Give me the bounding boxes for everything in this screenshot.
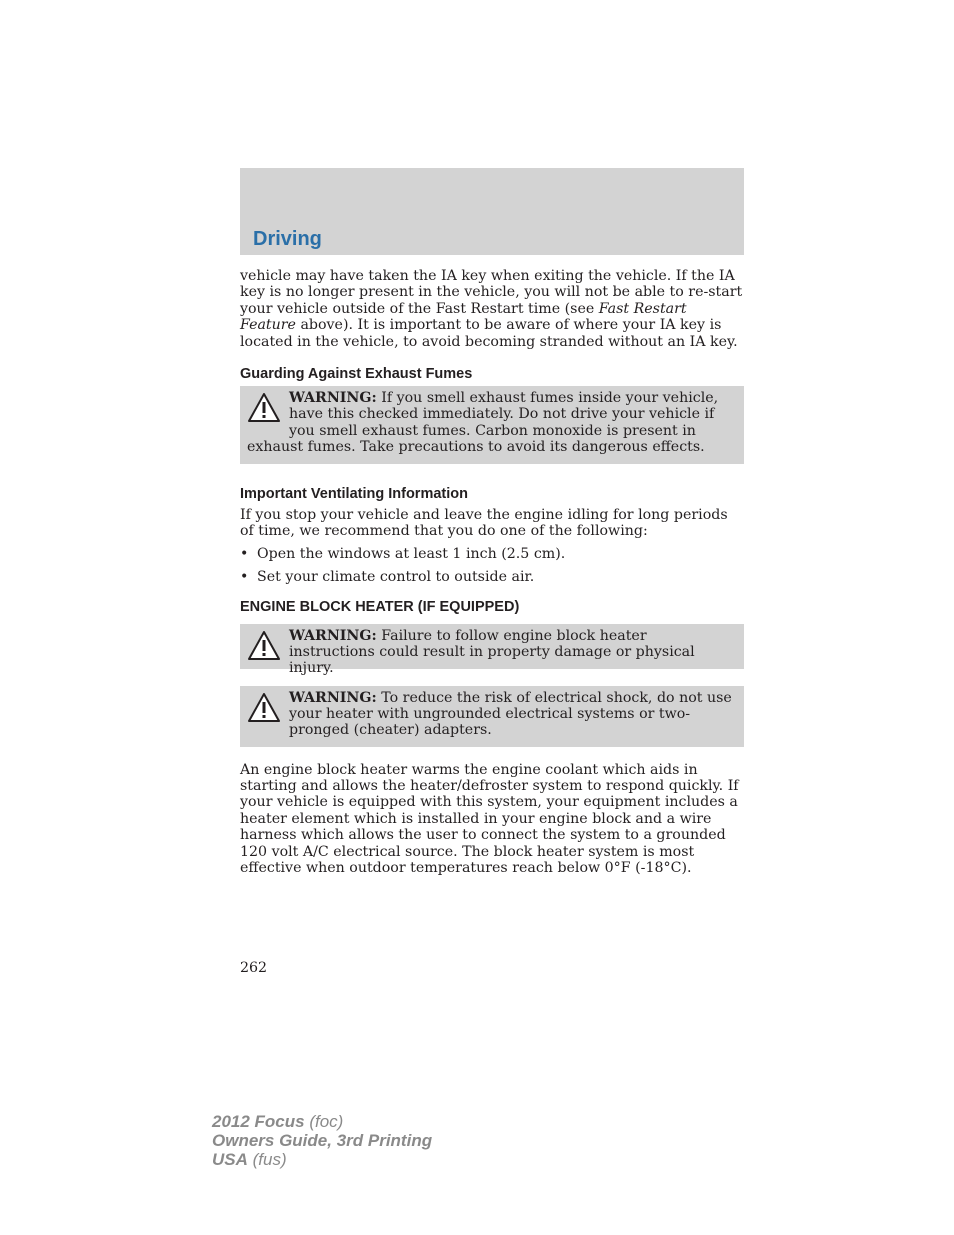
list-item-text: Open the windows at least 1 inch (2.5 cm). bbox=[257, 545, 566, 562]
page-content bbox=[240, 268, 744, 877]
footer-line-1 bbox=[212, 1112, 432, 1131]
exhaust-warning bbox=[240, 386, 744, 464]
warning-triangle-icon bbox=[247, 392, 281, 424]
footer-guide: Owners Guide, 3rd Printing bbox=[212, 1131, 433, 1150]
section-title: Driving bbox=[253, 228, 322, 250]
footer-model: 2012 Focus bbox=[212, 1112, 305, 1131]
footer-line-3 bbox=[212, 1150, 432, 1169]
footer-line-2 bbox=[212, 1131, 432, 1150]
ventilating-list bbox=[240, 546, 744, 586]
block-heater-warning-2 bbox=[240, 686, 744, 747]
page-number: 262 bbox=[240, 960, 268, 976]
block-heater-paragraph: An engine block heater warms the engine coolant which aids in starting and allows the heater/defroster system to respond quickly. If your vehicle is equipped with this system, your equipment includes a heater element which is installed in your engine block and a wire harness which allows the user to connect the system to a grounded 120 volt A/C electrical source. The block heater system is most effective when outdoor temperatures reach below 0°F (-18°C). bbox=[240, 761, 739, 877]
intro-paragraph bbox=[240, 268, 744, 350]
bullet: • bbox=[240, 545, 249, 562]
intro-italic-ref: Fast Restart Feature bbox=[240, 300, 687, 334]
bullet: • bbox=[240, 569, 249, 586]
warning-text: Failure to follow engine block heater instructions could result in property damage or physical injury. bbox=[289, 627, 695, 677]
footer-model-code: (foc) bbox=[309, 1112, 344, 1131]
section-header bbox=[240, 168, 744, 255]
footer-region: USA bbox=[212, 1150, 248, 1169]
ventilating-heading: Important Ventilating Information bbox=[240, 486, 468, 503]
warning-triangle-icon bbox=[247, 692, 281, 724]
warning-text: To reduce the risk of electrical shock, do not use your heater with ungrounded electrical systems or two-pronged (cheater) adapters. bbox=[289, 689, 732, 739]
list-item-text: Set your climate control to outside air. bbox=[257, 569, 535, 586]
footer-imprint bbox=[212, 1112, 432, 1169]
warning-label: WARNING: bbox=[289, 689, 377, 706]
footer-region-code: (fus) bbox=[252, 1150, 287, 1169]
exhaust-heading: Guarding Against Exhaust Fumes bbox=[240, 366, 473, 383]
warning-label: WARNING: bbox=[289, 627, 377, 644]
intro-text-1: vehicle may have taken the IA key when exiting the vehicle. If the IA key is no longer present in the vehicle, you will not be able to re-start your vehicle outside of the Fast Restart time (see bbox=[240, 268, 743, 317]
block-heater-warning-1 bbox=[240, 624, 744, 677]
ventilating-paragraph: If you stop your vehicle and leave the engine idling for long periods of time, we recommend that you do one of the following: bbox=[240, 507, 728, 540]
warning-text: If you smell exhaust fumes inside your vehicle, have this checked immediately. Do not drive your vehicle if you smell exhaust fumes. Carbon monoxide is present in exhaust fumes. Take precautions to avoid its dangerous effects. bbox=[247, 390, 719, 456]
block-heater-heading: ENGINE BLOCK HEATER (IF EQUIPPED) bbox=[240, 598, 520, 615]
intro-text-2: above). It is important to be aware of where your IA key is located in the vehicle, to avoid becoming stranded without an IA key. bbox=[240, 317, 738, 350]
warning-label: WARNING: bbox=[289, 390, 377, 407]
warning-triangle-icon bbox=[247, 630, 281, 662]
list-item bbox=[240, 546, 744, 562]
list-item bbox=[240, 569, 744, 585]
